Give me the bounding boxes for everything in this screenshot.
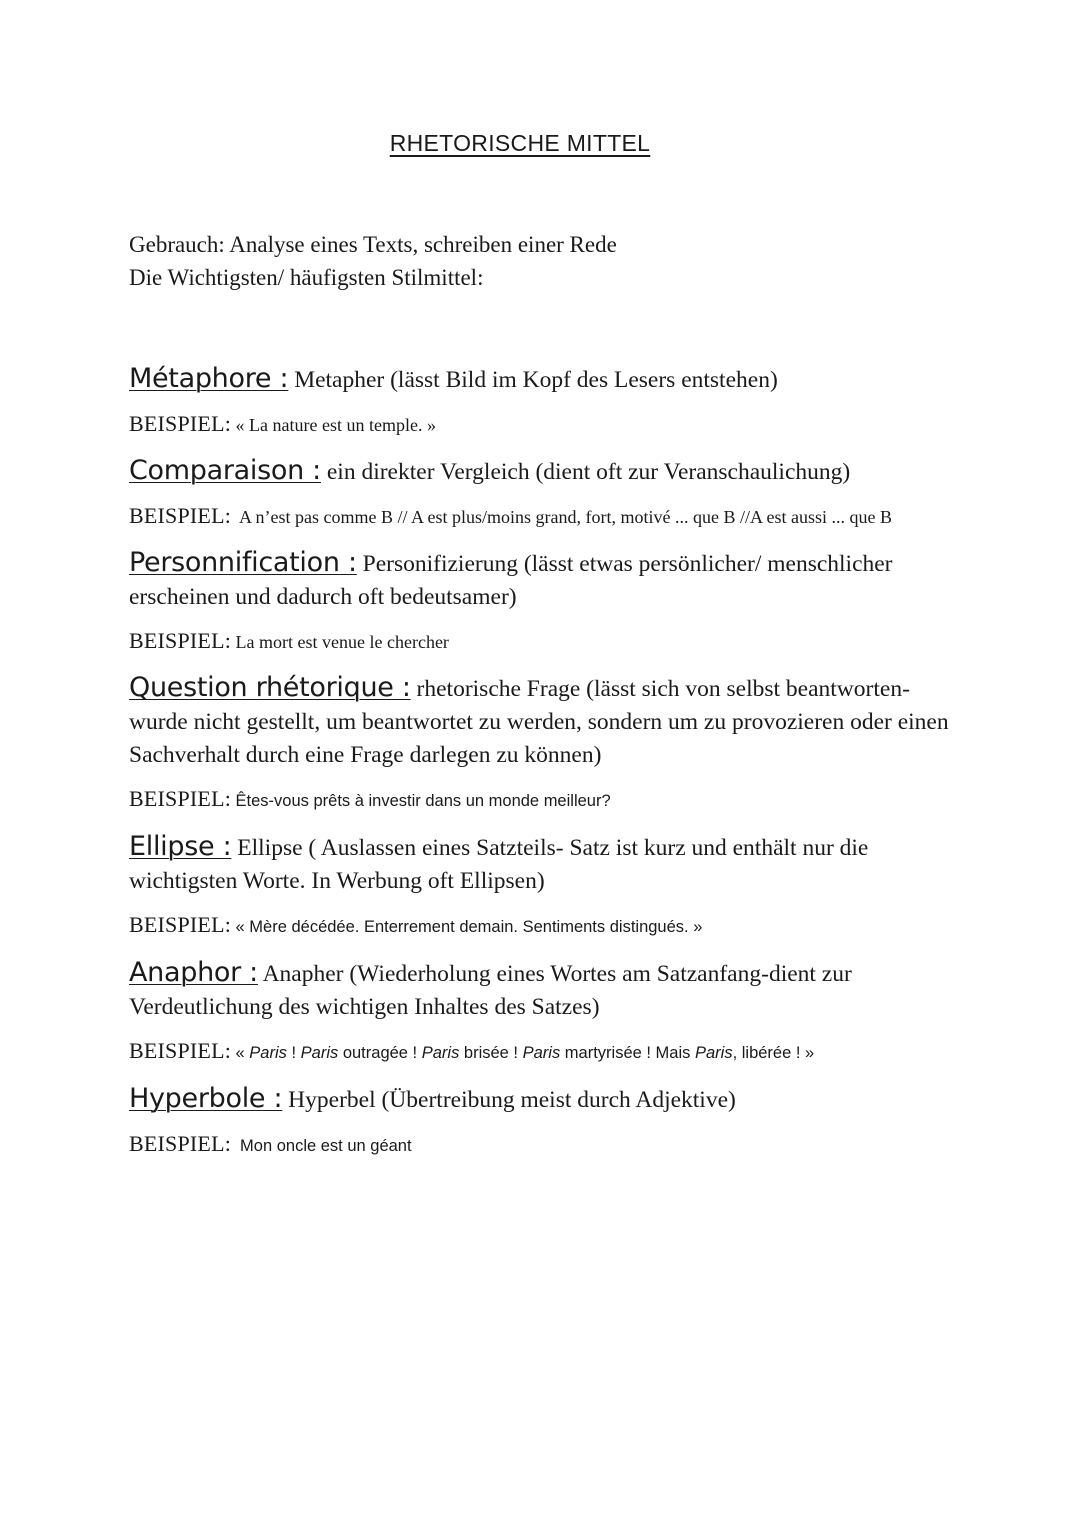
device-heading [129,546,959,614]
example-text: Êtes-vous prêts à investir dans un monde meilleur? [235,792,611,810]
intro-block [129,228,949,294]
device-heading [129,1082,959,1117]
device-term: Anaphor : [129,957,258,988]
device-heading [129,671,959,772]
example-text: Mon oncle est un géant [240,1137,412,1155]
example-text: « Paris ! Paris outragée ! Paris brisée ! Paris martyrisée ! Mais Paris, libérée ! » [235,1044,815,1062]
example-label: BEISPIEL: [129,1131,232,1156]
device-term: Comparaison : [129,455,321,486]
device-heading [129,830,959,898]
device-entry-hyperbole [129,1082,959,1161]
device-description: Anapher (Wiederholung eines Wortes am Satzanfang-dient zur Verdeutlichung des wichtigen Inhaltes des Satzes) [129,961,852,1020]
example-label: BEISPIEL: [129,786,232,811]
example-label: BEISPIEL: [129,628,232,653]
device-example [129,1129,959,1161]
device-heading [129,956,959,1024]
device-example [129,501,959,532]
device-entry-anaphor [129,956,959,1068]
device-example [129,626,959,657]
device-entry-ellipse [129,830,959,942]
example-label: BEISPIEL: [129,1038,232,1063]
example-text: La mort est venue le chercher [235,632,449,652]
device-entry-metaphore [129,362,959,440]
device-entry-comparaison [129,454,959,532]
device-heading [129,454,959,489]
example-label: BEISPIEL: [129,912,232,937]
example-label: BEISPIEL: [129,411,232,436]
device-description: Ellipse ( Auslassen eines Satzteils- Satz ist kurz und enthält nur die wichtigsten Worte. In Werbung oft Ellipsen) [129,835,869,894]
device-example [129,910,959,942]
device-heading [129,362,959,397]
intro-usage-line: Gebrauch: Analyse eines Texts, schreiben einer Rede [129,232,617,257]
device-example [129,784,959,816]
device-description: Metapher (lässt Bild im Kopf des Lesers entstehen) [294,367,778,393]
intro-list-heading: Die Wichtigsten/ häufigsten Stilmittel: [129,265,484,290]
example-text: A n’est pas comme B // A est plus/moins grand, fort, motivé ... que B //A est aussi ... que B [239,507,893,527]
device-term: Hyperbole : [129,1083,283,1114]
device-entry-personnification [129,546,959,657]
device-example [129,409,959,440]
device-description: ein direkter Vergleich (dient oft zur Veranschaulichung) [326,459,851,485]
device-entry-question-rhetorique [129,671,959,816]
example-label: BEISPIEL: [129,503,232,528]
device-term: Métaphore : [129,363,289,394]
device-description: rhetorische Frage (lässt sich von selbst beantworten- wurde nicht gestellt, um beantwortet zu werden, sondern um zu provozieren oder einen Sachverhalt durch eine Frage darlegen zu können) [129,676,949,768]
device-example [129,1036,959,1068]
device-description: Personifizierung (lässt etwas persönlicher/ menschlicher erscheinen und dadurch oft bedeutsamer) [129,551,893,610]
device-term: Personnification : [129,547,357,578]
device-list [129,362,959,1161]
example-text: « La nature est un temple. » [235,415,436,435]
device-term: Question rhétorique : [129,672,411,703]
example-text: « Mère décédée. Enterrement demain. Sentiments distingués. » [235,918,703,936]
device-term: Ellipse : [129,831,232,862]
device-description: Hyperbel (Übertreibung meist durch Adjektive) [288,1087,736,1113]
document-title: RHETORISCHE MITTEL [389,130,651,156]
